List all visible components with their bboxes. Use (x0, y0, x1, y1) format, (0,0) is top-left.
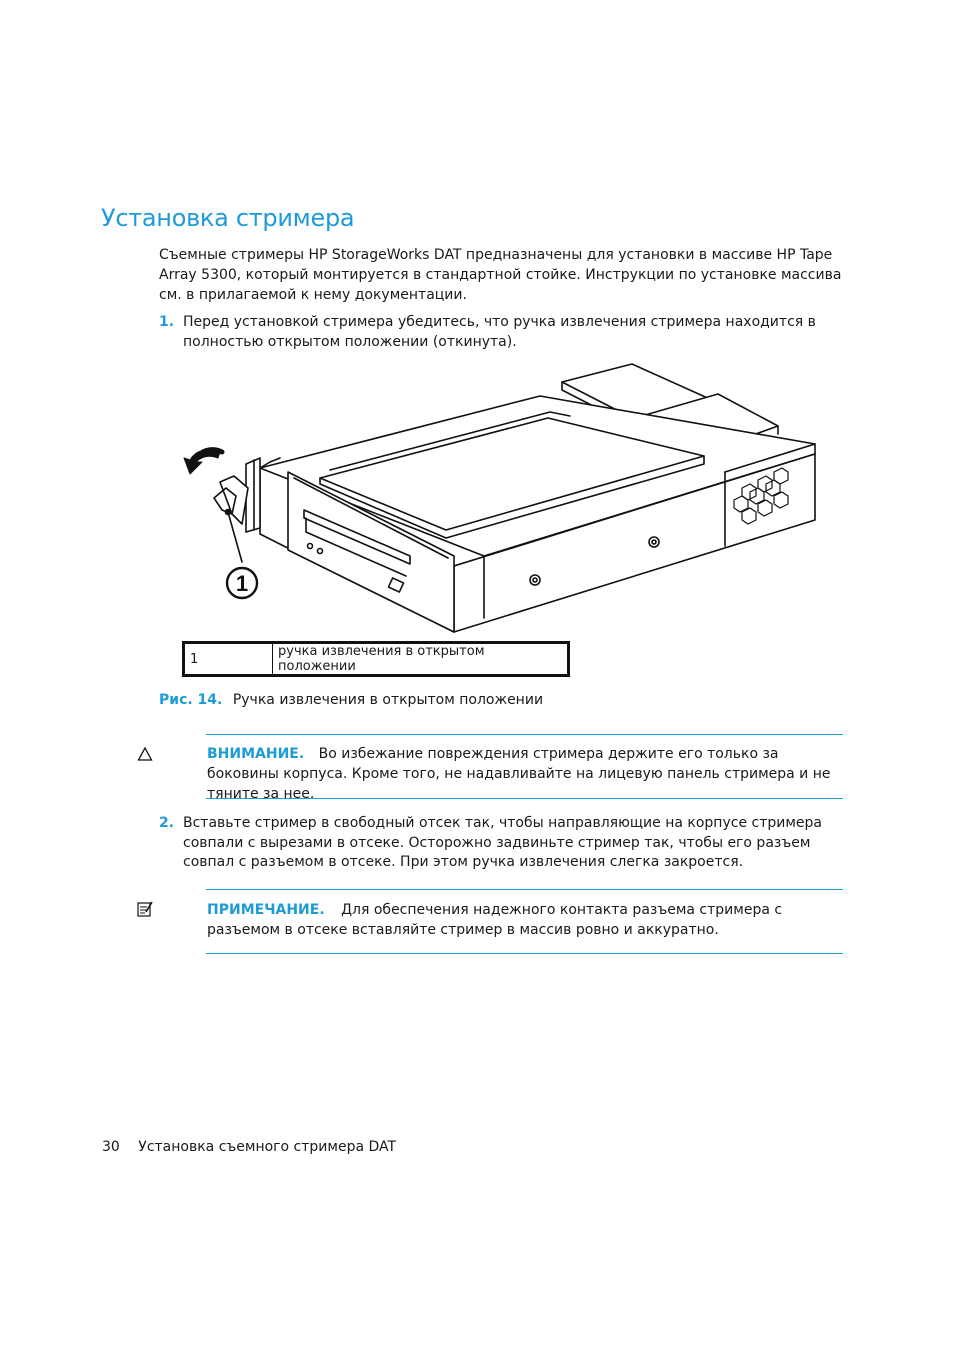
caution-text: Во избежание повреждения стримера держите его только за боковины корпуса. Кроме того, не надавливайте на лицевую панель стримера и не тяните за нее. (207, 746, 831, 802)
intro-paragraph: Съемные стримеры HP StorageWorks DAT предназначены для установки в массиве HP Tape Array 5300, который монтируется в стандартной стойке. Инструкции по установке массива см. в прилагаемой к нему документации. (159, 247, 842, 303)
page-number: 30 (102, 1139, 120, 1155)
step-number: 2. (159, 815, 175, 831)
section-title: Установка стримера (101, 204, 355, 232)
callout-number: 1 (235, 571, 249, 596)
step-text: Перед установкой стримера убедитесь, что ручка извлечения стримера находится в полностью открытом положении (откинута). (183, 314, 816, 350)
legend-key: 1 (184, 643, 273, 676)
figure-legend-table (182, 641, 570, 677)
caution-callout (206, 734, 843, 802)
step-2 (159, 814, 849, 874)
chapter-title: Установка съемного стримера DAT (138, 1139, 397, 1155)
table-row (184, 643, 569, 676)
note-text: Для обеспечения надежного контакта разъема стримера с разъемом в отсеке вставляйте стример в массив ровно и аккуратно. (207, 902, 783, 938)
caution-triangle-icon (137, 746, 153, 762)
step-number: 1. (159, 314, 175, 330)
caution-label: ВНИМАНИЕ. (207, 746, 305, 762)
legend-description: ручка извлечения в открытом положении (273, 643, 569, 676)
step-text: Вставьте стример в свободный отсек так, чтобы направляющие на корпусе стримера совпали с вырезами в отсеке. Осторожно задвиньте стример так, чтобы его разъем совпал с разъемом в отсеке. При этом ручка извлечения слегка закроется. (183, 815, 822, 870)
figure-caption (159, 692, 543, 708)
note-label: ПРИМЕЧАНИЕ. (207, 902, 325, 918)
note-pad-icon (136, 900, 154, 918)
note-callout (206, 889, 843, 954)
figure-caption-text: Ручка извлечения в открытом положении (232, 692, 544, 708)
extraction-handle (214, 458, 260, 562)
drive-chassis (260, 396, 815, 632)
page-footer (102, 1139, 396, 1155)
tape-drive-illustration (170, 360, 830, 640)
figure-caption-label: Рис. 14. (159, 692, 223, 708)
step-1 (159, 313, 849, 353)
callout-marker (227, 568, 257, 598)
